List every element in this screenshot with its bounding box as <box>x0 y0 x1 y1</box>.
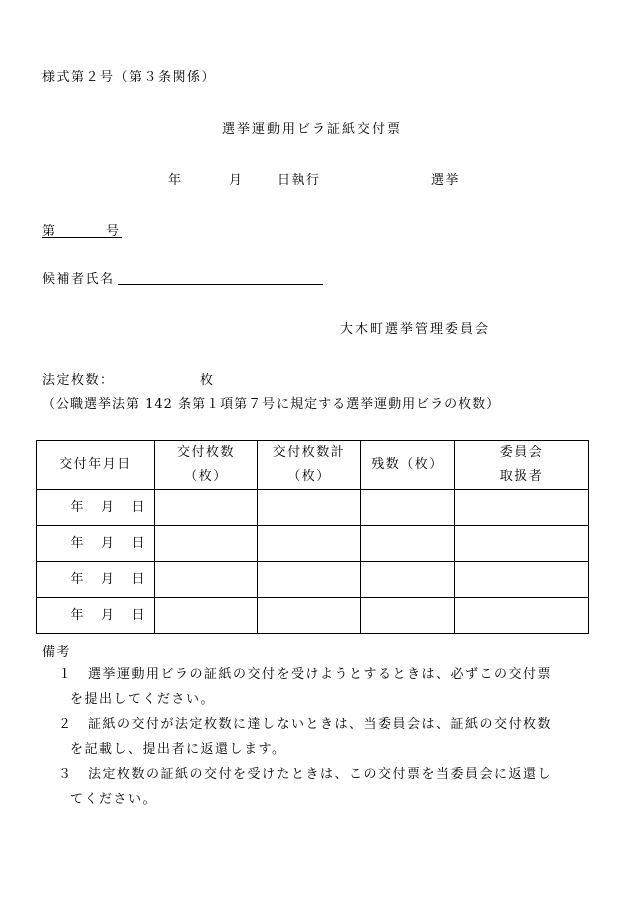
committee-name: 大木町選挙管理委員会 <box>340 322 491 337</box>
table-header-row <box>37 441 589 490</box>
remaining-cell <box>361 490 455 526</box>
header-total-line2: （枚） <box>287 469 331 484</box>
remark-line1: 選挙運動用ビラの証紙の交付を受けようとするときは、必ずこの交付票 <box>88 667 553 682</box>
total-cell <box>258 490 361 526</box>
date-cell <box>37 562 155 598</box>
number-suffix: 号 <box>106 224 121 239</box>
candidate-name-line <box>118 284 323 285</box>
total-cell <box>258 562 361 598</box>
legal-count-unit: 枚 <box>200 373 215 388</box>
header-issued <box>155 441 258 490</box>
date-day: 日 <box>131 499 146 515</box>
header-staff-line2: 取扱者 <box>499 469 544 484</box>
remark-line2: を提出してください。 <box>70 692 216 707</box>
date-year: 年 <box>70 571 85 587</box>
issued-cell <box>155 598 258 634</box>
remaining-cell <box>361 526 455 562</box>
issued-cell <box>155 562 258 598</box>
form-id: 様式第２号（第３条関係） <box>42 70 217 85</box>
header-issued-line2: （枚） <box>184 469 228 484</box>
remaining-cell <box>361 562 455 598</box>
remark-line2: を記載し、提出者に返還します。 <box>70 742 287 757</box>
header-staff-line1: 委員会 <box>499 445 544 460</box>
date-day: 日 <box>131 535 146 551</box>
remark-item-2 <box>58 712 588 762</box>
date-month: 月 <box>100 535 116 551</box>
staff-cell <box>455 598 589 634</box>
date-year: 年 <box>70 499 85 515</box>
date-year: 年 <box>70 607 85 623</box>
document-title: 選挙運動用ビラ証紙交付票 <box>222 122 403 137</box>
staff-cell <box>455 562 589 598</box>
election-label: 選挙 <box>431 173 461 188</box>
candidate-name-label: 候補者氏名 <box>42 272 115 287</box>
date-month: 月 <box>100 499 116 515</box>
header-total <box>258 441 361 490</box>
remark-line2: てください。 <box>70 792 158 807</box>
remark-number: ２ <box>58 717 73 732</box>
staff-cell <box>455 490 589 526</box>
remark-item-1 <box>58 662 588 712</box>
date-year: 年 <box>70 535 85 551</box>
remark-number: １ <box>58 667 73 682</box>
election-year-label: 年 <box>168 173 183 188</box>
total-cell <box>258 526 361 562</box>
issuance-table <box>36 440 589 634</box>
election-month-label: 月 <box>229 173 244 188</box>
remaining-cell <box>361 598 455 634</box>
staff-cell <box>455 526 589 562</box>
table-row <box>37 526 589 562</box>
total-cell <box>258 598 361 634</box>
legal-count-label: 法定枚数： <box>42 373 115 388</box>
remark-line1: 証紙の交付が法定枚数に達しないときは、当委員会は、証紙の交付枚数 <box>88 717 553 732</box>
header-remaining: 残数（枚） <box>361 441 455 490</box>
table-row <box>37 490 589 526</box>
date-month: 月 <box>100 571 116 587</box>
remark-line1: 法定枚数の証紙の交付を受けたときは、この交付票を当委員会に返還し <box>88 767 553 782</box>
legal-count-note: （公職選挙法第 142 条第１項第７号に規定する選挙運動用ビラの枚数） <box>42 397 501 412</box>
table-row <box>37 562 589 598</box>
date-cell <box>37 598 155 634</box>
remark-item-3 <box>58 762 588 812</box>
header-total-line1: 交付枚数計 <box>272 445 346 460</box>
header-date: 交付年月日 <box>37 441 155 490</box>
date-day: 日 <box>131 571 146 587</box>
date-cell <box>37 490 155 526</box>
number-line <box>42 220 122 238</box>
date-month: 月 <box>100 607 116 623</box>
header-issued-line1: 交付枚数 <box>176 445 235 460</box>
date-cell <box>37 526 155 562</box>
number-prefix: 第 <box>42 224 57 239</box>
remarks-heading: 備考 <box>42 645 72 660</box>
date-day: 日 <box>131 607 146 623</box>
issued-cell <box>155 526 258 562</box>
issued-cell <box>155 490 258 526</box>
election-day-exec-label: 日執行 <box>277 173 321 188</box>
remark-number: ３ <box>58 767 73 782</box>
table-row <box>37 598 589 634</box>
header-staff <box>455 441 589 490</box>
